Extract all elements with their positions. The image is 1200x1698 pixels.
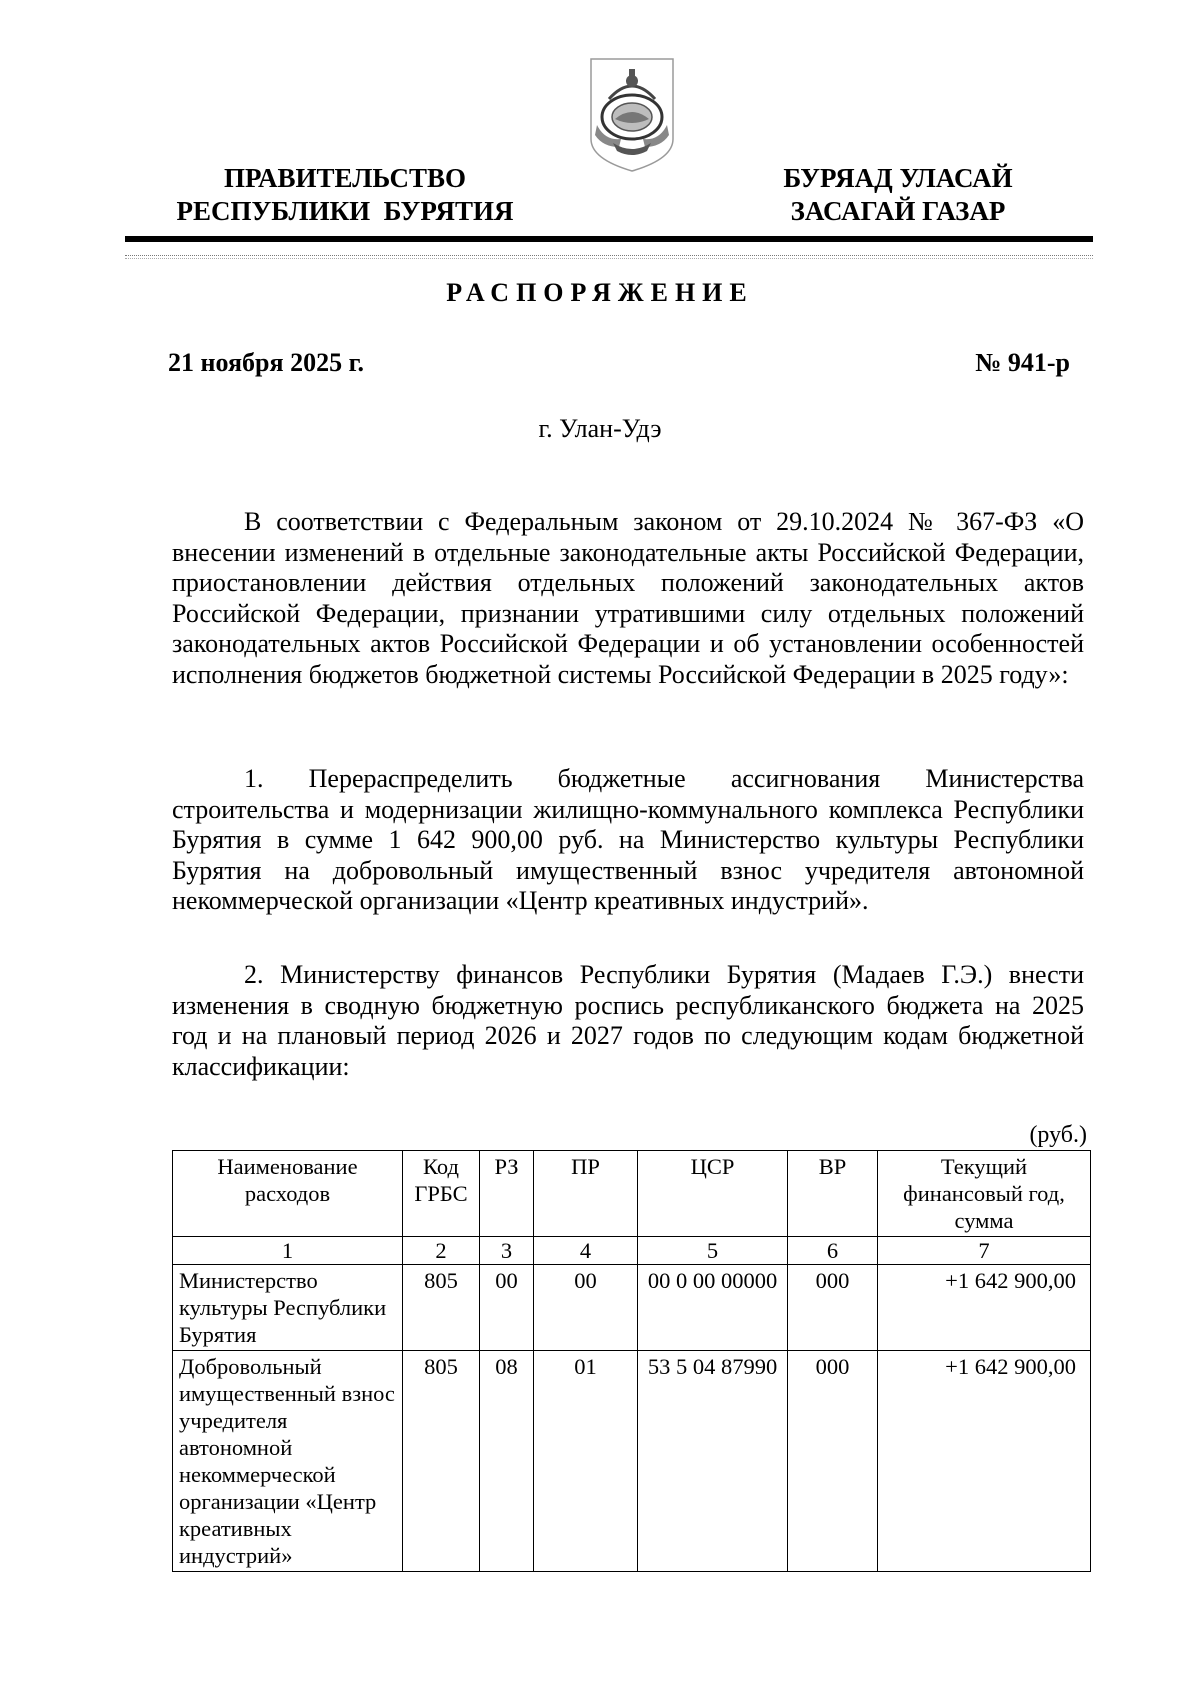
- row-rz: 00: [480, 1265, 534, 1351]
- preamble-paragraph: В соответствии с Федеральным законом от 29.10.2024 № 367-ФЗ «О внесении изменений в отдельные законодательные акты Российской Федерации, приостановлении действия отдельных положений законодательных актов Российской Федерации, признании утратившими силу отдельных положений законодательных актов Российской Федерации и об установлении особенностей исполнения бюджетов бюджетной системы Российской Федерации в 2025 году»:: [172, 507, 1084, 689]
- document-number: № 941-р: [975, 348, 1070, 377]
- row-grbs: 805: [403, 1265, 480, 1351]
- header-divider-thin: [125, 255, 1093, 259]
- header-grbs: Код ГРБС: [403, 1151, 480, 1237]
- org-name-buryat-line2: ЗАСАГАЙ ГАЗАР: [790, 196, 1006, 226]
- coat-of-arms-emblem: [585, 55, 679, 173]
- index-cell: 1: [173, 1237, 403, 1265]
- row-csr: 53 5 04 87990: [638, 1351, 788, 1572]
- org-name-russian-line2: РЕСПУБЛИКИ БУРЯТИЯ: [176, 196, 514, 226]
- index-cell: 6: [788, 1237, 878, 1265]
- index-cell: 7: [878, 1237, 1091, 1265]
- header-pr: ПР: [534, 1151, 638, 1237]
- table-header-row: [173, 1151, 1091, 1237]
- row-rz: 08: [480, 1351, 534, 1572]
- header-rz: РЗ: [480, 1151, 534, 1237]
- row-pr: 00: [534, 1265, 638, 1351]
- row-pr: 01: [534, 1351, 638, 1572]
- org-name-buryat-line1: БУРЯАД УЛАСАЙ: [783, 163, 1013, 193]
- header-divider-thick: [125, 236, 1093, 242]
- org-name-russian-line1: ПРАВИТЕЛЬСТВО: [223, 163, 467, 193]
- document-date: 21 ноября 2025 г.: [168, 348, 364, 377]
- row-vr: 000: [788, 1351, 878, 1572]
- index-cell: 5: [638, 1237, 788, 1265]
- row-vr: 000: [788, 1265, 878, 1351]
- clause-1-paragraph: 1. Перераспределить бюджетные ассигнования Министерства строительства и модернизации жилищно-коммунального комплекса Республики Бурятия в сумме 1 642 900,00 руб. на Министерство культуры Республики Бурятия на добровольный имущественный взнос учредителя автономной некоммерческой организации «Центр креативных индустрий».: [172, 764, 1084, 915]
- header-name: Наименование расходов: [173, 1151, 403, 1237]
- index-cell: 3: [480, 1237, 534, 1265]
- document-city: г. Улан-Удэ: [538, 414, 662, 443]
- table-row: [173, 1265, 1091, 1351]
- row-sum: +1 642 900,00: [878, 1351, 1091, 1572]
- budget-table: [172, 1150, 1091, 1572]
- table-row: [173, 1351, 1091, 1572]
- header-vr: ВР: [788, 1151, 878, 1237]
- org-name-buryat: [748, 162, 1048, 228]
- row-name: Добровольный имущественный взнос учредителя автономной некоммерческой организации «Центр креативных индустрий»: [173, 1351, 403, 1572]
- table-unit-label: (руб.): [1029, 1122, 1087, 1148]
- header-csr: ЦСР: [638, 1151, 788, 1237]
- org-name-russian: [160, 162, 530, 228]
- row-sum: +1 642 900,00: [878, 1265, 1091, 1351]
- row-csr: 00 0 00 00000: [638, 1265, 788, 1351]
- header-sum: Текущий финансовый год, сумма: [878, 1151, 1091, 1237]
- index-cell: 2: [403, 1237, 480, 1265]
- index-cell: 4: [534, 1237, 638, 1265]
- row-grbs: 805: [403, 1351, 480, 1572]
- document-title: РАСПОРЯЖЕНИЕ: [446, 278, 754, 307]
- row-name: Министерство культуры Республики Бурятия: [173, 1265, 403, 1351]
- clause-2-paragraph: 2. Министерству финансов Республики Бурятия (Мадаев Г.Э.) внести изменения в сводную бюджетную роспись республиканского бюджета на 2025 год и на плановый период 2026 и 2027 годов по следующим кодам бюджетной классификации:: [172, 960, 1084, 1081]
- table-index-row: [173, 1237, 1091, 1265]
